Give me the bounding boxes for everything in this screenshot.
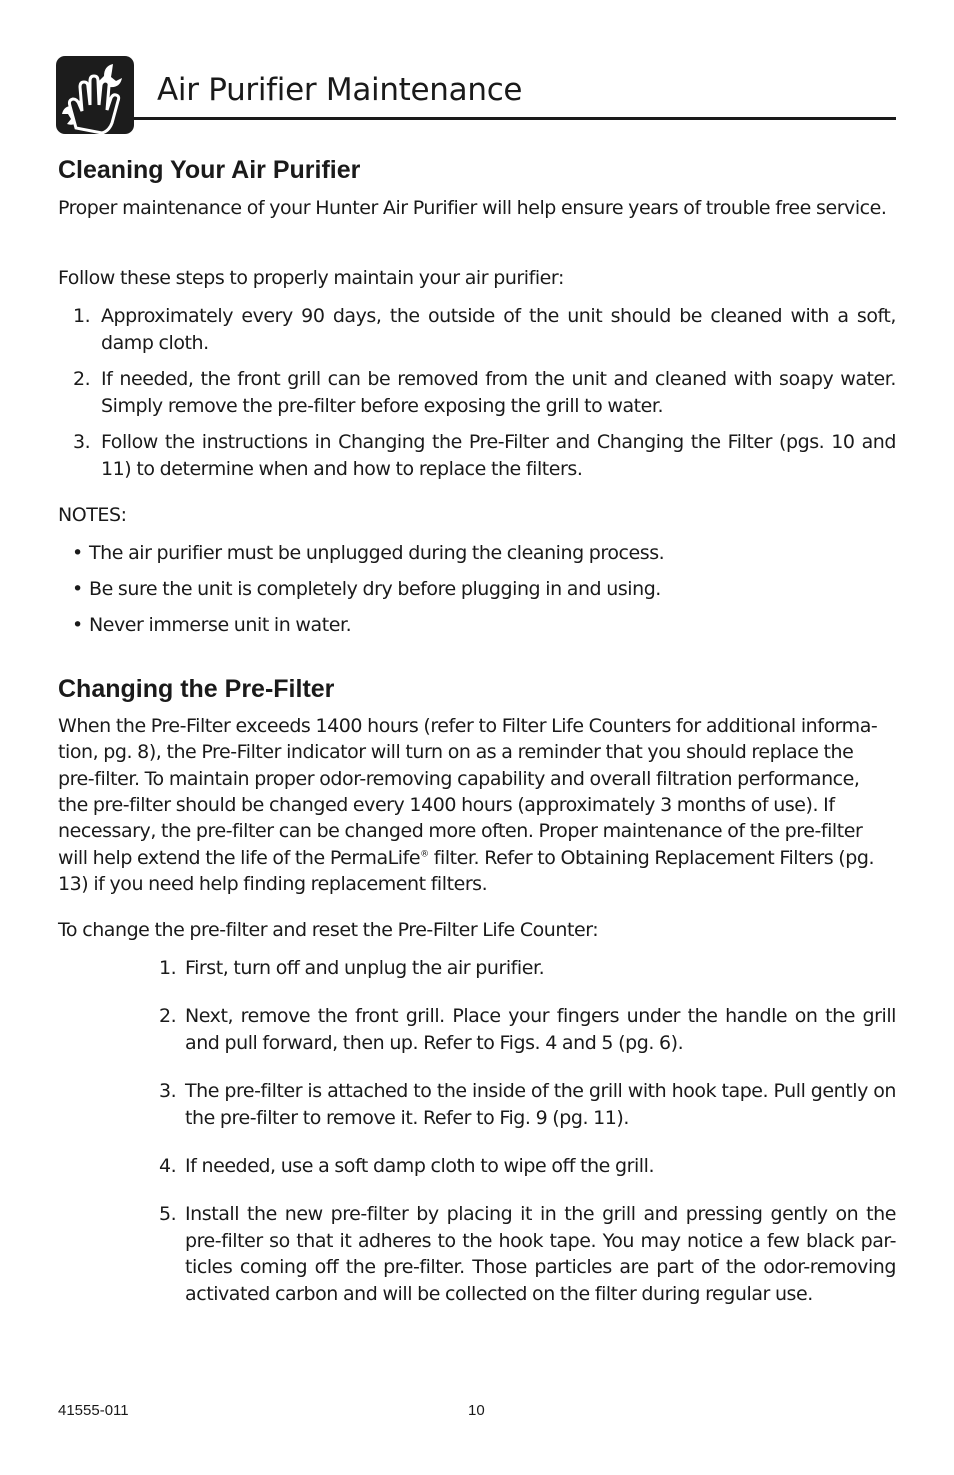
- list-item: 1. Approximately every 90 days, the outside of the unit should be cleaned with a soft, damp cloth.: [73, 305, 896, 354]
- tools-hand-icon: [56, 56, 134, 134]
- notes-label: NOTES:: [58, 504, 127, 526]
- page-number: 10: [468, 1402, 485, 1419]
- section-heading-cleaning: Cleaning Your Air Purifier: [58, 156, 361, 184]
- prefilter-intro: To change the pre-filter and reset the Pre-Filter Life Counter:: [58, 919, 599, 941]
- page-title: Air Purifier Maintenance: [157, 72, 523, 108]
- list-item: 1. First, turn off and unplug the air purifier.: [159, 957, 545, 979]
- registered-mark: ®: [420, 849, 429, 860]
- header-rule: [134, 117, 896, 120]
- prefilter-para-line: When the Pre-Filter exceeds 1400 hours (refer to Filter Life Counters for additional informa-: [58, 715, 878, 737]
- cleaning-intro: Proper maintenance of your Hunter Air Purifier will help ensure years of trouble free service.: [58, 197, 887, 219]
- cleaning-follow: Follow these steps to properly maintain your air purifier:: [58, 267, 564, 289]
- prefilter-para-line: pre-filter. To maintain proper odor-removing capability and overall filtration performance,: [58, 768, 860, 790]
- list-item: 5. Install the new pre-filter by placing it in the grill and pressing gently on the pre-filter so that it adheres to the hook tape. You may notice a few black par-ticles coming off the pre-filter. Those particles are part of the odor-removing activated carbon and will be collected on the filter during regular use.: [159, 1203, 896, 1305]
- list-item: • The air purifier must be unplugged during the cleaning process.: [72, 542, 665, 564]
- prefilter-para-line: tion, pg. 8), the Pre-Filter indicator will turn on as a reminder that you should replace the: [58, 741, 854, 763]
- list-item: 3. The pre-filter is attached to the inside of the grill with hook tape. Pull gently on the pre-filter to remove it. Refer to Fig. 9 (pg. 11).: [159, 1080, 896, 1129]
- doc-number: 41555-011: [58, 1402, 129, 1419]
- list-item: 3. Follow the instructions in Changing the Pre-Filter and Changing the Filter (pgs. 10 and 11) to determine when and how to replace the filters.: [73, 431, 896, 480]
- list-item: 2. Next, remove the front grill. Place your fingers under the handle on the grill and pull forward, then up. Refer to Figs. 4 and 5 (pg. 6).: [159, 1005, 896, 1054]
- list-item: • Be sure the unit is completely dry before plugging in and using.: [72, 578, 661, 600]
- prefilter-para-line: will help extend the life of the PermaLife® filter. Refer to Obtaining Replacement Filters (pg.: [58, 847, 875, 869]
- prefilter-para-line: the pre-filter should be changed every 1400 hours (approximately 3 months of use). If: [58, 794, 835, 816]
- list-item: • Never immerse unit in water.: [72, 614, 352, 636]
- prefilter-para-line: necessary, the pre-filter can be changed more often. Proper maintenance of the pre-filter: [58, 820, 863, 842]
- section-heading-prefilter: Changing the Pre-Filter: [58, 675, 335, 703]
- prefilter-para-line: 13) if you need help finding replacement filters.: [58, 873, 488, 895]
- list-item: 4. If needed, use a soft damp cloth to wipe off the grill.: [159, 1155, 655, 1177]
- list-item: 2. If needed, the front grill can be removed from the unit and cleaned with soapy water. Simply remove the pre-filter before exposing the grill to water.: [73, 368, 896, 417]
